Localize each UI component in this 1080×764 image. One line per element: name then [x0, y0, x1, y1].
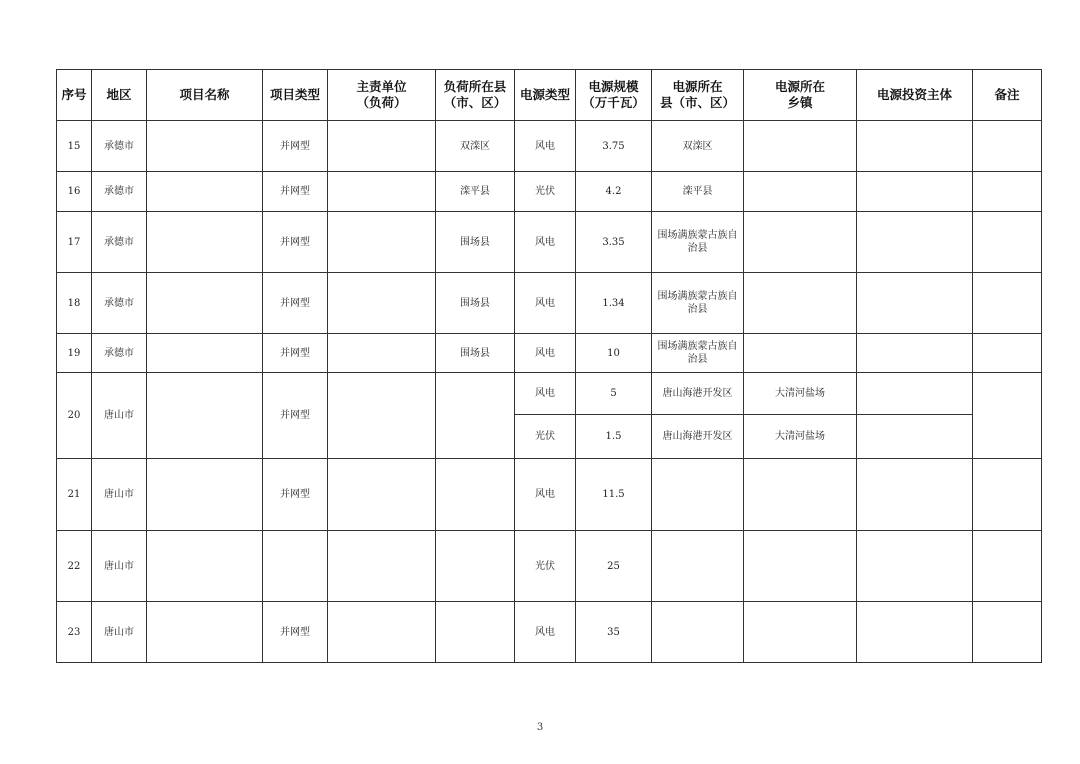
cell-power-town: 大清河盐场 — [744, 373, 857, 415]
cell-note — [973, 373, 1042, 459]
cell-power-county: 唐山海港开发区 — [652, 415, 744, 459]
cell-power-type: 光伏 — [515, 172, 576, 212]
cell-project-type: 并网型 — [263, 273, 328, 334]
table-row — [57, 602, 1042, 663]
cell-scale: 3.75 — [576, 121, 652, 172]
cell-seq: 22 — [57, 531, 92, 602]
cell-power-town: 大清河盐场 — [744, 415, 857, 459]
cell-scale: 25 — [576, 531, 652, 602]
cell-project-name — [147, 212, 263, 273]
cell-region: 承德市 — [92, 121, 147, 172]
cell-investor — [857, 212, 973, 273]
table-row — [57, 172, 1042, 212]
header-project-name: 项目名称 — [147, 70, 263, 121]
cell-seq: 21 — [57, 459, 92, 531]
cell-power-town — [744, 212, 857, 273]
cell-region: 承德市 — [92, 273, 147, 334]
cell-region: 唐山市 — [92, 602, 147, 663]
cell-power-town — [744, 459, 857, 531]
cell-power-town — [744, 121, 857, 172]
cell-responsible-unit — [328, 373, 436, 459]
cell-project-name — [147, 172, 263, 212]
table-row — [57, 273, 1042, 334]
cell-responsible-unit — [328, 273, 436, 334]
cell-power-county — [652, 459, 744, 531]
cell-scale: 11.5 — [576, 459, 652, 531]
cell-power-type: 风电 — [515, 121, 576, 172]
cell-responsible-unit — [328, 212, 436, 273]
cell-power-county: 滦平县 — [652, 172, 744, 212]
header-investor: 电源投资主体 — [857, 70, 973, 121]
cell-project-name — [147, 121, 263, 172]
cell-note — [973, 531, 1042, 602]
cell-investor — [857, 334, 973, 373]
table-row — [57, 373, 1042, 415]
header-note: 备注 — [973, 70, 1042, 121]
cell-project-name — [147, 273, 263, 334]
cell-load-county: 围场县 — [436, 212, 515, 273]
cell-power-county: 唐山海港开发区 — [652, 373, 744, 415]
cell-load-county — [436, 602, 515, 663]
cell-seq: 16 — [57, 172, 92, 212]
cell-note — [973, 121, 1042, 172]
cell-note — [973, 212, 1042, 273]
cell-region: 唐山市 — [92, 531, 147, 602]
cell-load-county: 围场县 — [436, 334, 515, 373]
cell-seq: 15 — [57, 121, 92, 172]
cell-investor — [857, 602, 973, 663]
cell-project-type: 并网型 — [263, 172, 328, 212]
page-number: 3 — [536, 722, 544, 733]
cell-power-town — [744, 172, 857, 212]
header-power-town: 电源所在 乡镇 — [744, 70, 857, 121]
cell-project-type: 并网型 — [263, 602, 328, 663]
cell-power-type: 光伏 — [515, 415, 576, 459]
cell-responsible-unit — [328, 334, 436, 373]
cell-power-type: 风电 — [515, 459, 576, 531]
header-region: 地区 — [92, 70, 147, 121]
table-row — [57, 459, 1042, 531]
cell-project-type: 并网型 — [263, 212, 328, 273]
cell-scale: 4.2 — [576, 172, 652, 212]
cell-scale: 1.34 — [576, 273, 652, 334]
cell-region: 承德市 — [92, 212, 147, 273]
cell-power-county: 围场满族蒙古族自治县 — [652, 273, 744, 334]
cell-seq: 20 — [57, 373, 92, 459]
cell-scale: 1.5 — [576, 415, 652, 459]
cell-note — [973, 273, 1042, 334]
cell-power-town — [744, 602, 857, 663]
header-power-scale: 电源规模 （万千瓦） — [576, 70, 652, 121]
table-row — [57, 334, 1042, 373]
cell-scale: 5 — [576, 373, 652, 415]
cell-project-name — [147, 373, 263, 459]
cell-power-county: 围场满族蒙古族自治县 — [652, 212, 744, 273]
cell-investor — [857, 373, 973, 415]
cell-load-county — [436, 373, 515, 459]
cell-power-type: 风电 — [515, 273, 576, 334]
cell-region: 唐山市 — [92, 373, 147, 459]
table-row — [57, 121, 1042, 172]
cell-note — [973, 172, 1042, 212]
table-row — [57, 212, 1042, 273]
cell-investor — [857, 415, 973, 459]
header-load-county: 负荷所在县 （市、区） — [436, 70, 515, 121]
cell-region: 承德市 — [92, 334, 147, 373]
cell-power-town — [744, 273, 857, 334]
cell-investor — [857, 273, 973, 334]
cell-scale: 3.35 — [576, 212, 652, 273]
cell-responsible-unit — [328, 459, 436, 531]
cell-project-type: 并网型 — [263, 121, 328, 172]
header-power-type: 电源类型 — [515, 70, 576, 121]
cell-seq: 23 — [57, 602, 92, 663]
cell-power-county: 围场满族蒙古族自治县 — [652, 334, 744, 373]
cell-load-county: 双滦区 — [436, 121, 515, 172]
cell-seq: 17 — [57, 212, 92, 273]
cell-project-type — [263, 531, 328, 602]
cell-power-type: 风电 — [515, 212, 576, 273]
cell-power-type: 光伏 — [515, 531, 576, 602]
cell-investor — [857, 121, 973, 172]
cell-seq: 19 — [57, 334, 92, 373]
header-responsible-unit: 主责单位 （负荷） — [328, 70, 436, 121]
cell-responsible-unit — [328, 602, 436, 663]
header-project-type: 项目类型 — [263, 70, 328, 121]
cell-project-name — [147, 459, 263, 531]
cell-load-county — [436, 459, 515, 531]
cell-project-type: 并网型 — [263, 334, 328, 373]
cell-power-county — [652, 602, 744, 663]
cell-scale: 10 — [576, 334, 652, 373]
cell-investor — [857, 172, 973, 212]
cell-responsible-unit — [328, 531, 436, 602]
header-power-county: 电源所在 县（市、区） — [652, 70, 744, 121]
cell-responsible-unit — [328, 121, 436, 172]
cell-power-county — [652, 531, 744, 602]
header-seq: 序号 — [57, 70, 92, 121]
cell-region: 唐山市 — [92, 459, 147, 531]
cell-note — [973, 334, 1042, 373]
cell-power-town — [744, 334, 857, 373]
cell-power-type: 风电 — [515, 373, 576, 415]
cell-power-type: 风电 — [515, 334, 576, 373]
cell-load-county — [436, 531, 515, 602]
cell-project-name — [147, 334, 263, 373]
header-row — [57, 70, 1042, 121]
cell-project-name — [147, 531, 263, 602]
cell-power-town — [744, 531, 857, 602]
cell-load-county: 围场县 — [436, 273, 515, 334]
table-row — [57, 531, 1042, 602]
cell-note — [973, 459, 1042, 531]
project-table — [56, 69, 1042, 663]
cell-investor — [857, 531, 973, 602]
cell-power-type: 风电 — [515, 602, 576, 663]
cell-scale: 35 — [576, 602, 652, 663]
cell-region: 承德市 — [92, 172, 147, 212]
cell-responsible-unit — [328, 172, 436, 212]
cell-project-name — [147, 602, 263, 663]
cell-seq: 18 — [57, 273, 92, 334]
cell-investor — [857, 459, 973, 531]
cell-project-type: 并网型 — [263, 373, 328, 459]
cell-load-county: 滦平县 — [436, 172, 515, 212]
cell-project-type: 并网型 — [263, 459, 328, 531]
cell-note — [973, 602, 1042, 663]
cell-power-county: 双滦区 — [652, 121, 744, 172]
